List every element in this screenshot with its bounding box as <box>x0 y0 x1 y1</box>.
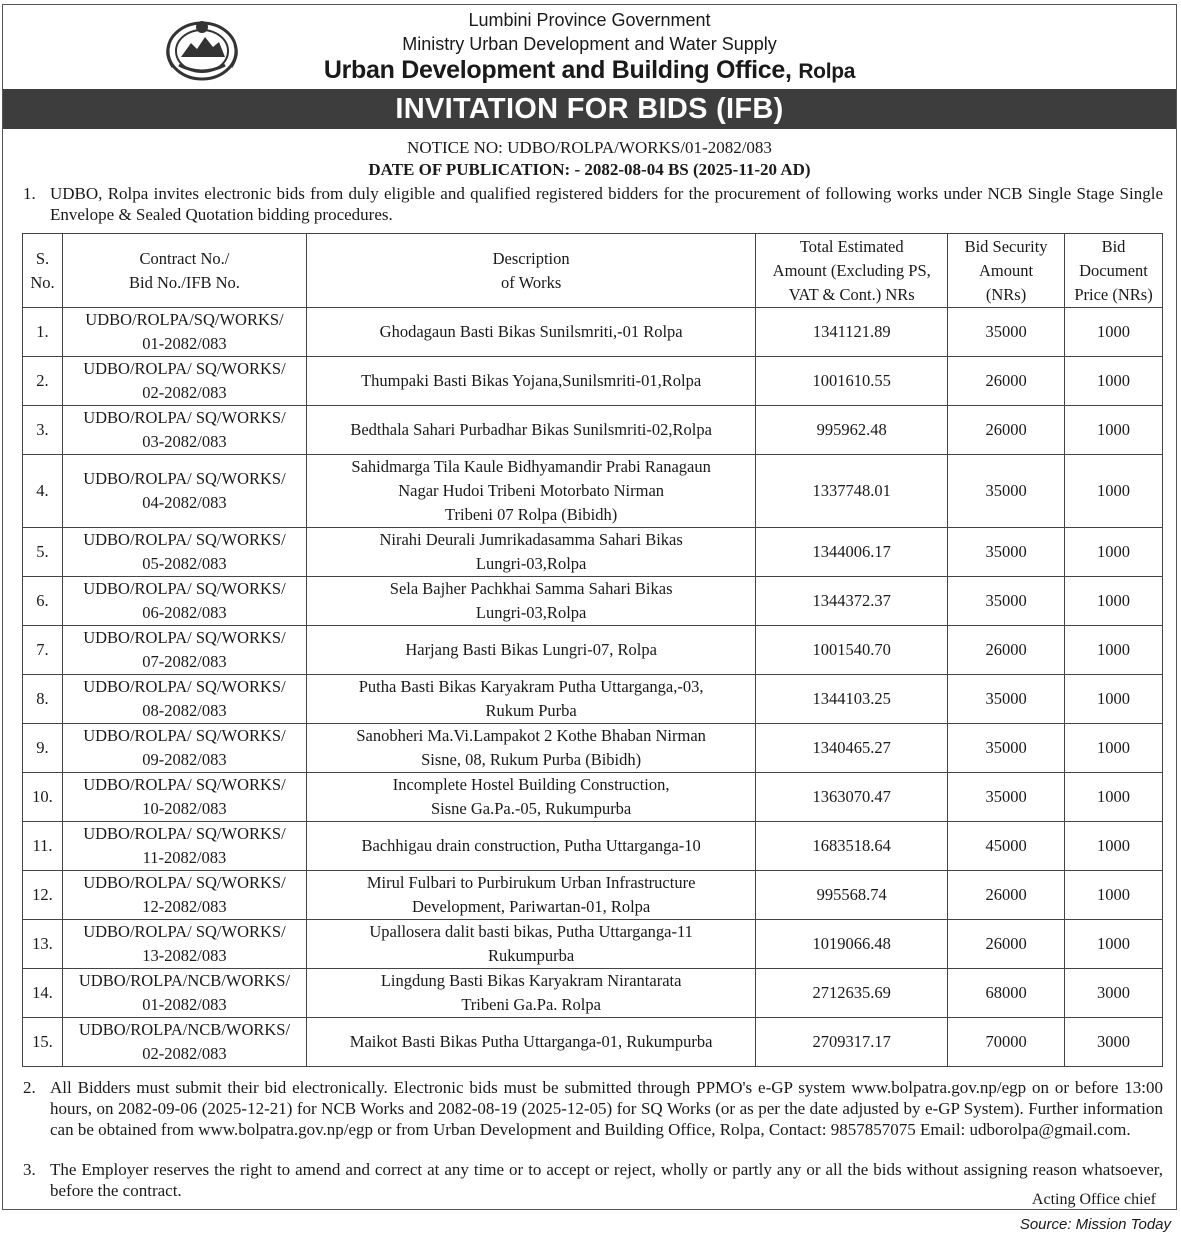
cell-security-text: 35000 <box>985 591 1027 610</box>
cell-sno <box>23 626 63 675</box>
table-row <box>23 455 1163 528</box>
cell-doc-price <box>1065 675 1163 724</box>
cell-doc-price-text: 3000 <box>1097 983 1130 1002</box>
cell-security <box>948 577 1065 626</box>
header-security <box>948 234 1065 308</box>
cell-security <box>948 308 1065 357</box>
cell-sno-text: 8. <box>36 689 49 708</box>
cell-contract-text: UDBO/ROLPA/ SQ/WORKS/ <box>83 530 286 549</box>
cell-amount-text: 1344103.25 <box>812 689 891 708</box>
cell-contract <box>62 626 306 675</box>
cell-amount <box>756 455 948 528</box>
publication-date: DATE OF PUBLICATION: - 2082-08-04 BS (2025-11-20 AD) <box>368 160 811 179</box>
cell-sno-text: 13. <box>32 934 53 953</box>
cell-doc-price-text: 1000 <box>1097 481 1130 500</box>
cell-amount <box>756 920 948 969</box>
header-line: Bid No./IFB No. <box>128 272 240 292</box>
cell-doc-price-text: 1000 <box>1097 371 1130 390</box>
cell-doc-price <box>1065 308 1163 357</box>
cell-sno-text: 10. <box>32 787 53 806</box>
cell-security-text: 70000 <box>985 1032 1027 1051</box>
cell-amount-text: 1683518.64 <box>812 836 891 855</box>
header-line: Amount (Excluding PS, <box>772 260 931 280</box>
cell-contract <box>62 920 306 969</box>
cell-amount <box>756 724 948 773</box>
cell-description-text: Lungri-03,Rolpa <box>475 554 587 573</box>
source-credit: Source: Mission Today <box>1019 1216 1171 1233</box>
cell-contract-text: 09-2082/083 <box>142 750 227 769</box>
cell-amount-text: 1337748.01 <box>812 481 891 500</box>
ifb-banner: INVITATION FOR BIDS (IFB) <box>3 89 1176 129</box>
cell-contract <box>62 308 306 357</box>
cell-contract <box>62 406 306 455</box>
cell-sno <box>23 724 63 773</box>
cell-security <box>948 357 1065 406</box>
cell-amount-text: 995568.74 <box>816 885 887 904</box>
cell-contract-text: 12-2082/083 <box>142 897 227 916</box>
cell-contract <box>62 577 306 626</box>
cell-contract-text: 02-2082/083 <box>142 1044 227 1063</box>
cell-description-text: Bedthala Sahari Purbadhar Bikas Sunilsmriti-02,Rolpa <box>350 420 712 439</box>
cell-doc-price <box>1065 577 1163 626</box>
cell-doc-price <box>1065 406 1163 455</box>
cell-sno-text: 15. <box>32 1032 53 1051</box>
header-line: Contract No./ <box>139 248 230 268</box>
cell-doc-price <box>1065 1018 1163 1067</box>
cell-security <box>948 406 1065 455</box>
cell-contract-text: UDBO/ROLPA/ SQ/WORKS/ <box>83 359 286 378</box>
cell-description-text: Tribeni Ga.Pa. Rolpa <box>461 995 601 1014</box>
cell-amount <box>756 406 948 455</box>
cell-description-text: Incomplete Hostel Building Construction, <box>392 775 670 794</box>
cell-description <box>306 577 755 626</box>
table-row <box>23 357 1163 406</box>
cell-contract-text: UDBO/ROLPA/ SQ/WORKS/ <box>83 922 286 941</box>
cell-doc-price-text: 1000 <box>1097 591 1130 610</box>
cell-sno-text: 4. <box>36 481 49 500</box>
cell-contract-text: 10-2082/083 <box>142 799 227 818</box>
cell-contract <box>62 357 306 406</box>
cell-contract-text: 03-2082/083 <box>142 432 227 451</box>
ministry-name: Ministry Urban Development and Water Supply <box>402 34 777 54</box>
header-line: Amount <box>979 260 1034 280</box>
cell-description <box>306 920 755 969</box>
cell-description-text: Mirul Fulbari to Purbirukum Urban Infrastructure <box>366 873 696 892</box>
cell-description <box>306 871 755 920</box>
header-line: (NRs) <box>985 284 1027 304</box>
cell-doc-price <box>1065 455 1163 528</box>
cell-contract <box>62 455 306 528</box>
cell-sno <box>23 455 63 528</box>
cell-contract <box>62 969 306 1018</box>
table-row <box>23 1018 1163 1067</box>
cell-amount <box>756 308 948 357</box>
cell-security <box>948 724 1065 773</box>
cell-amount <box>756 626 948 675</box>
cell-doc-price-text: 1000 <box>1097 836 1130 855</box>
cell-doc-price-text: 1000 <box>1097 738 1130 757</box>
cell-sno-text: 14. <box>32 983 53 1002</box>
table-row <box>23 724 1163 773</box>
cell-description <box>306 528 755 577</box>
cell-contract-text: UDBO/ROLPA/ SQ/WORKS/ <box>83 677 286 696</box>
cell-sno <box>23 406 63 455</box>
cell-contract-text: UDBO/ROLPA/SQ/WORKS/ <box>85 310 284 329</box>
cell-sno-text: 9. <box>36 738 49 757</box>
cell-description <box>306 724 755 773</box>
cell-amount-text: 2709317.17 <box>812 1032 891 1051</box>
cell-doc-price <box>1065 969 1163 1018</box>
cell-contract-text: UDBO/ROLPA/ SQ/WORKS/ <box>83 726 286 745</box>
cell-description-text: Development, Pariwartan-01, Rolpa <box>411 897 651 916</box>
province-name: Lumbini Province Government <box>468 10 711 30</box>
office-title: Urban Development and Building Office, <box>323 56 792 84</box>
cell-doc-price-text: 1000 <box>1097 787 1130 806</box>
cell-security <box>948 675 1065 724</box>
cell-doc-price <box>1065 822 1163 871</box>
cell-description <box>306 308 755 357</box>
cell-security-text: 26000 <box>985 885 1027 904</box>
signature: Acting Office chief <box>1031 1191 1156 1208</box>
cell-description <box>306 626 755 675</box>
cell-sno <box>23 357 63 406</box>
cell-security-text: 35000 <box>985 542 1027 561</box>
header-line: of Works <box>501 272 562 292</box>
cell-contract <box>62 724 306 773</box>
cell-contract-text: 13-2082/083 <box>142 946 227 965</box>
table-row <box>23 406 1163 455</box>
paragraph-number: 3. <box>23 1160 36 1179</box>
cell-security-text: 45000 <box>985 836 1027 855</box>
cell-amount-text: 1341121.89 <box>812 322 891 341</box>
table-row <box>23 871 1163 920</box>
cell-contract-text: UDBO/ROLPA/ SQ/WORKS/ <box>83 824 286 843</box>
header-line: No. <box>30 272 55 292</box>
cell-security-text: 26000 <box>985 934 1027 953</box>
header-line: Bid Security <box>964 236 1048 256</box>
notice-number: NOTICE NO: UDBO/ROLPA/WORKS/01-2082/083 <box>407 138 772 157</box>
cell-description <box>306 675 755 724</box>
cell-security-text: 26000 <box>985 420 1027 439</box>
cell-description <box>306 1018 755 1067</box>
cell-sno-text: 6. <box>36 591 49 610</box>
cell-security <box>948 822 1065 871</box>
cell-amount-text: 1344372.37 <box>812 591 891 610</box>
cell-description-text: Lungri-03,Rolpa <box>475 603 587 622</box>
cell-contract-text: UDBO/ROLPA/NCB/WORKS/ <box>78 1020 291 1039</box>
cell-amount-text: 1001610.55 <box>812 371 891 390</box>
office-location: Rolpa <box>798 60 856 83</box>
cell-security <box>948 455 1065 528</box>
table-row <box>23 969 1163 1018</box>
cell-amount-text: 2712635.69 <box>812 983 891 1002</box>
cell-contract-text: 07-2082/083 <box>142 652 227 671</box>
cell-description-text: Ghodagaun Basti Bikas Sunilsmriti,-01 Rolpa <box>379 322 683 341</box>
header-line: Total Estimated <box>799 236 904 256</box>
cell-amount <box>756 822 948 871</box>
cell-security-text: 35000 <box>985 481 1027 500</box>
cell-description-text: Nagar Hudoi Tribeni Motorbato Nirman <box>398 481 665 500</box>
header-line: Description <box>492 248 570 268</box>
cell-amount <box>756 528 948 577</box>
cell-security-text: 35000 <box>985 738 1027 757</box>
cell-description <box>306 357 755 406</box>
cell-security <box>948 626 1065 675</box>
cell-amount <box>756 871 948 920</box>
cell-sno <box>23 675 63 724</box>
cell-amount-text: 1001540.70 <box>812 640 891 659</box>
header-doc-price <box>1065 234 1163 308</box>
cell-description-text: Nirahi Deurali Jumrikadasamma Sahari Bikas <box>379 530 683 549</box>
cell-contract <box>62 528 306 577</box>
cell-doc-price-text: 1000 <box>1097 934 1130 953</box>
cell-security <box>948 871 1065 920</box>
paragraph-2 <box>23 1077 1163 1140</box>
cell-contract-text: 01-2082/083 <box>142 995 227 1014</box>
paragraph-3 <box>23 1159 1163 1201</box>
cell-doc-price-text: 1000 <box>1097 420 1130 439</box>
cell-sno-text: 3. <box>36 420 49 439</box>
cell-contract-text: 06-2082/083 <box>142 603 227 622</box>
cell-contract <box>62 822 306 871</box>
cell-amount <box>756 357 948 406</box>
cell-contract-text: UDBO/ROLPA/NCB/WORKS/ <box>78 971 291 990</box>
cell-doc-price <box>1065 871 1163 920</box>
paragraph-text: The Employer reserves the right to amend and correct at any time or to accept or reject, wholly or partly any or all the bids without assigning reason whatsoever, before the contract. <box>50 1160 1163 1200</box>
cell-description-text: Putha Basti Bikas Karyakram Putha Uttarganga,-03, <box>358 677 704 696</box>
office-name <box>3 56 1176 85</box>
cell-security <box>948 1018 1065 1067</box>
cell-description <box>306 773 755 822</box>
cell-description <box>306 969 755 1018</box>
cell-description-text: Bachhigau drain construction, Putha Uttarganga-10 <box>361 836 701 855</box>
cell-amount-text: 1363070.47 <box>812 787 891 806</box>
header-line: VAT & Cont.) NRs <box>788 284 915 304</box>
cell-contract-text: UDBO/ROLPA/ SQ/WORKS/ <box>83 775 286 794</box>
table-row <box>23 577 1163 626</box>
header-line: Bid <box>1101 236 1126 256</box>
cell-contract-text: UDBO/ROLPA/ SQ/WORKS/ <box>83 408 286 427</box>
cell-security <box>948 528 1065 577</box>
cell-sno-text: 11. <box>32 836 53 855</box>
cell-contract-text: 11-2082/083 <box>142 848 227 867</box>
cell-sno <box>23 528 63 577</box>
cell-sno <box>23 871 63 920</box>
header-line: Document <box>1079 260 1148 280</box>
cell-description-text: Sisne Ga.Pa.-05, Rukumpurba <box>430 799 632 818</box>
cell-description <box>306 406 755 455</box>
cell-security <box>948 773 1065 822</box>
cell-contract-text: 04-2082/083 <box>142 493 227 512</box>
cell-security-text: 68000 <box>985 983 1027 1002</box>
table-header-row <box>23 234 1163 308</box>
cell-contract-text: UDBO/ROLPA/ SQ/WORKS/ <box>83 873 286 892</box>
cell-security-text: 35000 <box>985 322 1027 341</box>
cell-doc-price-text: 1000 <box>1097 640 1130 659</box>
table-row <box>23 773 1163 822</box>
cell-sno-text: 12. <box>32 885 53 904</box>
cell-description-text: Thumpaki Basti Bikas Yojana,Sunilsmriti-01,Rolpa <box>361 371 702 390</box>
cell-contract-text: 08-2082/083 <box>142 701 227 720</box>
cell-security-text: 35000 <box>985 689 1027 708</box>
cell-sno <box>23 1018 63 1067</box>
cell-doc-price-text: 1000 <box>1097 322 1130 341</box>
cell-sno <box>23 308 63 357</box>
cell-contract <box>62 675 306 724</box>
cell-doc-price <box>1065 920 1163 969</box>
cell-security-text: 35000 <box>985 787 1027 806</box>
cell-sno <box>23 920 63 969</box>
cell-description-text: Rukumpurba <box>488 946 575 965</box>
bids-table-body <box>23 308 1163 1067</box>
cell-description <box>306 455 755 528</box>
cell-amount <box>756 1018 948 1067</box>
header-description <box>306 234 755 308</box>
paragraph-text: UDBO, Rolpa invites electronic bids from duly eligible and qualified registered bidders for the procurement of following works under NCB Single Stage Single Envelope & Sealed Quotation bidding procedures. <box>50 184 1163 224</box>
cell-sno <box>23 773 63 822</box>
cell-description-text: Upallosera dalit basti bikas, Putha Uttarganga-11 <box>369 922 693 941</box>
cell-amount <box>756 773 948 822</box>
cell-contract <box>62 773 306 822</box>
cell-contract-text: 01-2082/083 <box>142 334 227 353</box>
cell-doc-price <box>1065 528 1163 577</box>
header-line: S. <box>35 248 50 268</box>
cell-description-text: Sela Bajher Pachkhai Samma Sahari Bikas <box>389 579 673 598</box>
cell-description-text: Sanobheri Ma.Vi.Lampakot 2 Kothe Bhaban Nirman <box>356 726 706 745</box>
cell-description-text: Sisne, 08, Rukum Purba (Bibidh) <box>421 750 642 769</box>
table-row <box>23 822 1163 871</box>
paragraph-1 <box>23 183 1163 225</box>
cell-amount <box>756 969 948 1018</box>
cell-amount-text: 1340465.27 <box>812 738 891 757</box>
cell-sno-text: 2. <box>36 371 49 390</box>
cell-amount-text: 1344006.17 <box>812 542 891 561</box>
cell-security-text: 26000 <box>985 371 1027 390</box>
cell-doc-price <box>1065 626 1163 675</box>
cell-doc-price <box>1065 773 1163 822</box>
paragraph-number: 1. <box>23 184 36 203</box>
cell-sno <box>23 822 63 871</box>
table-row <box>23 675 1163 724</box>
cell-security <box>948 920 1065 969</box>
cell-contract-text: UDBO/ROLPA/ SQ/WORKS/ <box>83 469 286 488</box>
cell-sno <box>23 577 63 626</box>
bid-notice <box>2 4 1177 1210</box>
table-row <box>23 920 1163 969</box>
cell-doc-price <box>1065 724 1163 773</box>
cell-description-text: Rukum Purba <box>485 701 577 720</box>
cell-contract-text: 02-2082/083 <box>142 383 227 402</box>
cell-contract <box>62 871 306 920</box>
cell-amount <box>756 675 948 724</box>
cell-description-text: Maikot Basti Bikas Putha Uttarganga-01, Rukumpurba <box>349 1032 713 1051</box>
header-amount <box>756 234 948 308</box>
cell-contract-text: UDBO/ROLPA/ SQ/WORKS/ <box>83 579 286 598</box>
table-row <box>23 626 1163 675</box>
cell-contract-text: 05-2082/083 <box>142 554 227 573</box>
cell-amount-text: 1019066.48 <box>812 934 891 953</box>
bids-table <box>22 233 1163 1067</box>
cell-description-text: Sahidmarga Tila Kaule Bidhyamandir Prabi Ranagaun <box>351 457 711 476</box>
table-row <box>23 528 1163 577</box>
cell-security-text: 26000 <box>985 640 1027 659</box>
cell-doc-price <box>1065 357 1163 406</box>
cell-description <box>306 822 755 871</box>
cell-sno-text: 5. <box>36 542 49 561</box>
header-line: Price (NRs) <box>1074 284 1153 304</box>
cell-description-text: Harjang Basti Bikas Lungri-07, Rolpa <box>405 640 657 659</box>
paragraph-text: All Bidders must submit their bid electronically. Electronic bids must be submitted through PPMO's e-GP system www.bolpatra.gov.np/egp on or before 13:00 hours, on 2082-09-06 (2025-12-21) for NCB Works and 2082-08-19 (2025-12-05) for SQ Works (or as per the date adjusted by e-GP System). Further information can be obtained from www.bolpatra.gov.np/egp or from Urban Development and Building Office, Rolpa, Contact: 9857857075 Email: udborolpa@gmail.com. <box>50 1078 1163 1139</box>
cell-doc-price-text: 1000 <box>1097 689 1130 708</box>
cell-doc-price-text: 1000 <box>1097 885 1130 904</box>
header-sno <box>23 234 63 308</box>
cell-description-text: Tribeni 07 Rolpa (Bibidh) <box>445 505 618 524</box>
cell-sno-text: 1. <box>36 322 49 341</box>
header-contract <box>62 234 306 308</box>
cell-doc-price-text: 1000 <box>1097 542 1130 561</box>
paragraph-number: 2. <box>23 1078 36 1097</box>
cell-sno <box>23 969 63 1018</box>
cell-description-text: Lingdung Basti Bikas Karyakram Nirantarata <box>380 971 682 990</box>
table-row <box>23 308 1163 357</box>
cell-contract-text: UDBO/ROLPA/ SQ/WORKS/ <box>83 628 286 647</box>
cell-contract <box>62 1018 306 1067</box>
cell-amount-text: 995962.48 <box>816 420 887 439</box>
cell-security <box>948 969 1065 1018</box>
cell-amount <box>756 577 948 626</box>
cell-doc-price-text: 3000 <box>1097 1032 1130 1051</box>
cell-sno-text: 7. <box>36 640 49 659</box>
